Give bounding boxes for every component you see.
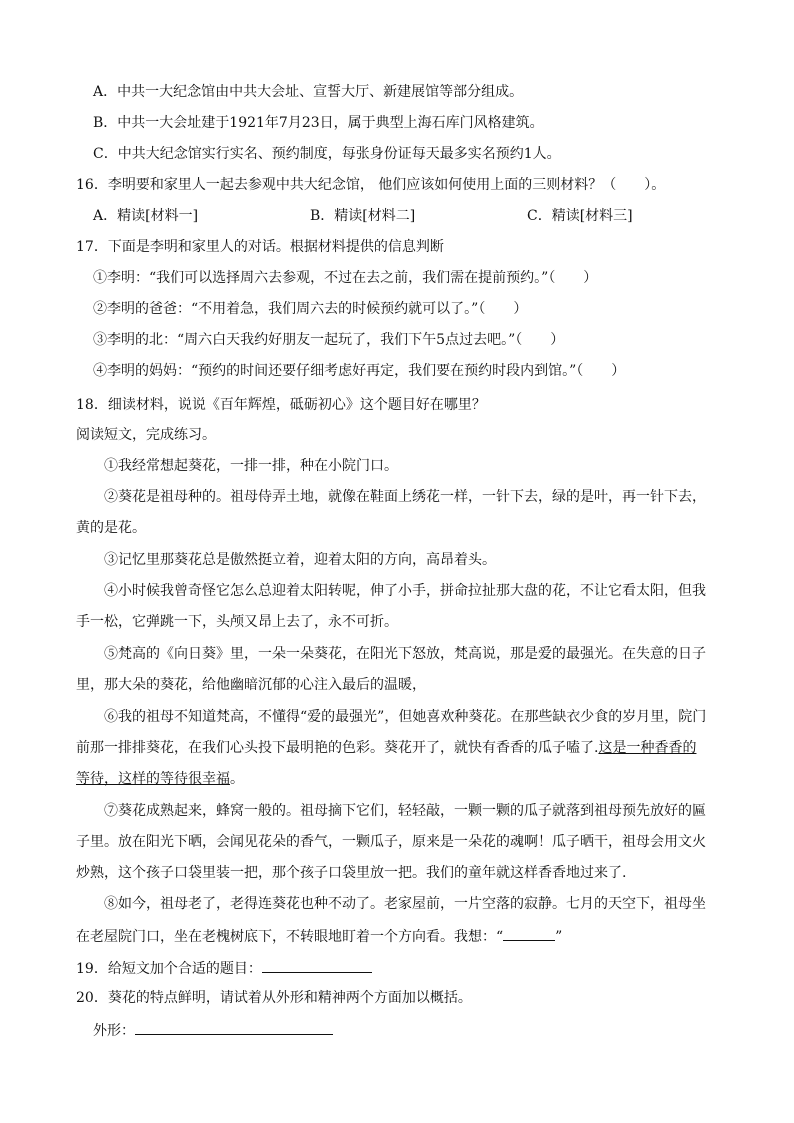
q19-stem: 19．给短文加个合适的题目：: [76, 961, 262, 977]
q17-item-4: ④李明的妈妈：“预约的时间还要仔细考虑好再定，我们要在预约时段内到馆。”（ ）: [93, 363, 626, 379]
passage-para-1: ①我经常想起葵花，一排一排，种在小院门口。: [104, 458, 398, 474]
passage-para-5-line-2: 里，那大朵的葵花，给他幽暗沉郁的心注入最后的温暖，: [76, 677, 426, 693]
passage-para-8-line-2: [76, 925, 562, 947]
passage-para-8-line-1: ⑧如今，祖母老了，老得连葵花也种不动了。老家屋前，一片空落的寂静。七月的天空下，祖母坐: [104, 896, 706, 912]
passage-para-2-line-1: ②葵花是祖母种的。祖母侍弄土地，就像在鞋面上绣花一样，一针下去，绿的是叶，再一针下去，: [104, 489, 706, 505]
q17-item-1: ①李明：“我们可以选择周六去参观，不过在去之前，我们需在提前预约。”（ ）: [93, 270, 598, 286]
underlined-sentence-part-2: 等待，这样的等待很幸福: [76, 771, 230, 787]
closing-quote: ”: [555, 929, 563, 945]
q20-stem: 20．葵花的特点鲜明，请试着从外形和精神两个方面加以概括。: [76, 990, 472, 1006]
q18-stem: 18．细读材料，说说《百年辉煌，砥砺初心》这个题目好在哪里？: [76, 397, 486, 413]
q16-stem: 16．李明要和家里人一起去参观中共大纪念馆， 他们应该如何使用上面的三则材料？（ ）。: [76, 177, 666, 193]
passage-para-8-text: 在老屋院门口，坐在老槐树底下，不转眼地盯着一个方向看。我想：“: [76, 929, 504, 945]
passage-para-6-line-2: [76, 738, 696, 758]
q20-shape-label: 外形：: [93, 1023, 135, 1039]
q16-option-c: C．精读[材料三]: [527, 208, 633, 224]
underlined-sentence-part-1: 这是一种香香的: [598, 740, 697, 756]
q20-shape-row: [93, 1019, 333, 1041]
q15-option-c: C．中共大纪念馆实行实名、预约制度，每张身份证每天最多实名预约1人。: [93, 146, 561, 162]
passage-para-2-line-2: 黄的是花。: [76, 520, 146, 536]
q17-item-3: ③李明的北：“周六白天我约好朋友一起玩了，我们下午5点过去吧。”（ ）: [93, 332, 565, 348]
answer-blank-shape[interactable]: [135, 1019, 333, 1035]
q17-stem: 17．下面是李明和家里人的对话。根据材料提供的信息判断: [76, 239, 444, 255]
passage-para-7-line-3: 炒熟，这个孩子口袋里装一把，那个孩子口袋里放一把。我们的童年就这样香香地过来了.: [76, 865, 627, 881]
q16-option-b: B．精读[材料二]: [310, 208, 416, 224]
passage-para-3: ③记忆里那葵花总是傲然挺立着，迎着太阳的方向，高昂着头。: [104, 552, 496, 568]
passage-para-5-line-1: ⑤梵高的《向日葵》里，一朵一朵葵花，在阳光下怒放，梵高说，那是爱的最强光。在失意的日子: [104, 646, 706, 662]
sentence-end-mark: 。: [230, 771, 244, 787]
q15-option-b: B．中共一大会址建于1921年7月23日，属于典型上海石库门风格建筑。: [93, 115, 544, 131]
reading-instruction: 阅读短文，完成练习。: [76, 427, 216, 443]
passage-para-7-line-1: ⑦葵花成熟起来，蜂窝一般的。祖母摘下它们，轻轻敲，一颗一颗的瓜子就落到祖母预先放好的匾: [104, 803, 706, 819]
passage-para-4-line-1: ④小时候我曾奇怪它怎么总迎着太阳转呢，伸了小手，拼命拉扯那大盘的花，不让它看太阳，但我: [104, 583, 706, 599]
q19-row: [76, 957, 372, 979]
passage-para-6-line-1: ⑥我的祖母不知道梵高，不懂得“爱的最强光”，但她喜欢种葵花。在那些缺衣少食的岁月里，院门: [104, 709, 707, 725]
q16-option-a: A．精读[材料一]: [93, 208, 199, 224]
passage-para-7-line-2: 子里。放在阳光下晒，会闻见花朵的香气，一颗瓜子，原来是一朵花的魂啊！瓜子晒干，祖母会用文火: [76, 834, 706, 850]
passage-para-6-text: 前那一排排葵花，在我们心头投下最明艳的色彩。葵花开了，就快有香香的瓜子嗑了.: [76, 740, 599, 756]
q17-item-2: ②李明的爸爸：“不用着急，我们周六去的时候预约就可以了。”（ ）: [93, 301, 528, 317]
passage-para-6-line-3: [76, 769, 244, 789]
answer-blank-title[interactable]: [262, 957, 372, 973]
q15-option-a: A．中共一大纪念馆由中共大会址、宣誓大厅、新建展馆等部分组成。: [93, 84, 524, 100]
passage-para-4-line-2: 手一松，它弹跳一下，头颅又昂上去了，永不可折。: [76, 614, 398, 630]
answer-blank-thought[interactable]: [503, 925, 555, 941]
